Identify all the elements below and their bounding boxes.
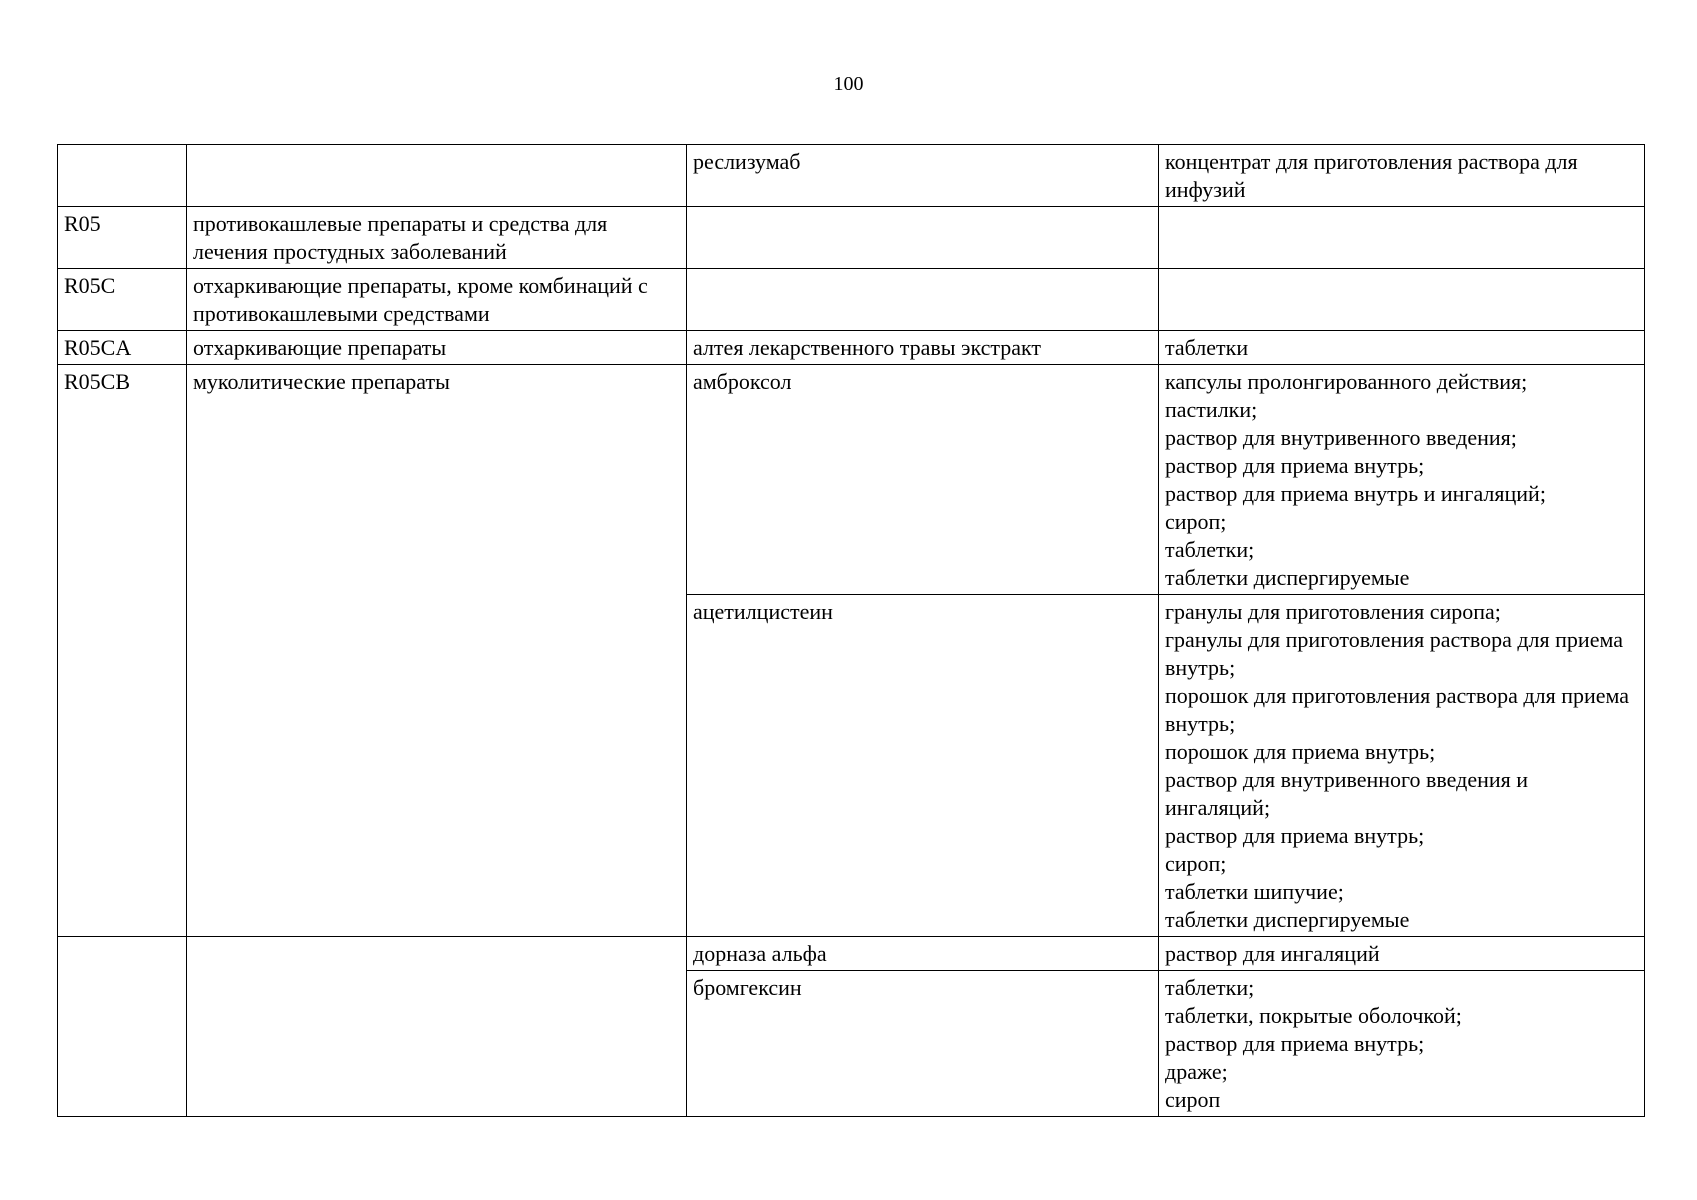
dosage-form-line: пастилки; — [1165, 397, 1258, 422]
dosage-form-line: раствор для ингаляций — [1165, 941, 1380, 966]
table-row — [58, 207, 1645, 269]
table-row — [58, 269, 1645, 331]
drug-name-cell: ацетилцистеин — [687, 595, 1159, 937]
table-row — [58, 331, 1645, 365]
atc-code-cell: R05 — [58, 207, 187, 269]
drug-name-cell: дорназа альфа — [687, 937, 1159, 971]
group-name-cell: муколитические препараты — [187, 365, 687, 937]
drug-name-cell: амброксол — [687, 365, 1159, 595]
table-row — [58, 365, 1645, 595]
dosage-form-line: раствор для приема внутрь и ингаляций; — [1165, 481, 1546, 506]
drug-name-cell — [687, 269, 1159, 331]
atc-code-cell: R05CB — [58, 365, 187, 937]
dosage-form-line: раствор для приема внутрь; — [1165, 1031, 1425, 1056]
page-number: 100 — [833, 73, 864, 95]
dosage-form-line: таблетки; — [1165, 537, 1255, 562]
drug-name-cell: реслизумаб — [687, 145, 1159, 207]
dosage-forms-cell — [1159, 971, 1645, 1117]
drug-name-cell: алтея лекарственного травы экстракт — [687, 331, 1159, 365]
group-name-cell: отхаркивающие препараты, кроме комбинаций с противокашлевыми средствами — [187, 269, 687, 331]
dosage-form-line: таблетки диспергируемые — [1165, 565, 1410, 590]
dosage-form-line: концентрат для приготовления раствора для инфузий — [1165, 149, 1578, 202]
group-name-cell — [187, 937, 687, 1117]
dosage-form-line: порошок для приготовления раствора для приема внутрь; — [1165, 683, 1630, 736]
table-row — [58, 145, 1645, 207]
dosage-form-line: капсулы пролонгированного действия; — [1165, 369, 1528, 394]
table-row — [58, 937, 1645, 971]
dosage-form-line: сироп — [1165, 1087, 1221, 1112]
dosage-form-line: таблетки, покрытые оболочкой; — [1165, 1003, 1462, 1028]
dosage-form-line: драже; — [1165, 1059, 1228, 1084]
dosage-forms-cell — [1159, 269, 1645, 331]
dosage-form-line: таблетки диспергируемые — [1165, 907, 1410, 932]
dosage-forms-cell — [1159, 937, 1645, 971]
group-name-cell: отхаркивающие препараты — [187, 331, 687, 365]
atc-code-cell — [58, 145, 187, 207]
drug-name-cell: бромгексин — [687, 971, 1159, 1117]
dosage-form-line: раствор для приема внутрь; — [1165, 453, 1425, 478]
dosage-forms-cell — [1159, 145, 1645, 207]
dosage-form-line: сироп; — [1165, 851, 1227, 876]
dosage-form-line: таблетки — [1165, 335, 1249, 360]
dosage-forms-cell — [1159, 595, 1645, 937]
atc-code-cell — [58, 937, 187, 1117]
dosage-forms-cell — [1159, 331, 1645, 365]
group-name-cell — [187, 145, 687, 207]
dosage-form-line: таблетки; — [1165, 975, 1255, 1000]
dosage-form-line: таблетки шипучие; — [1165, 879, 1344, 904]
dosage-form-line: раствор для внутривенного введения; — [1165, 425, 1517, 450]
dosage-form-line: гранулы для приготовления сиропа; — [1165, 599, 1501, 624]
dosage-form-line: гранулы для приготовления раствора для приема внутрь; — [1165, 627, 1623, 680]
dosage-forms-cell — [1159, 365, 1645, 595]
group-name-cell: противокашлевые препараты и средства для лечения простудных заболеваний — [187, 207, 687, 269]
dosage-form-line: сироп; — [1165, 509, 1227, 534]
drug-table — [57, 144, 1645, 1117]
dosage-form-line: раствор для приема внутрь; — [1165, 823, 1425, 848]
dosage-form-line: раствор для внутривенного введения и ингаляций; — [1165, 767, 1529, 820]
dosage-forms-cell — [1159, 207, 1645, 269]
atc-code-cell: R05C — [58, 269, 187, 331]
drug-name-cell — [687, 207, 1159, 269]
atc-code-cell: R05CA — [58, 331, 187, 365]
dosage-form-line: порошок для приема внутрь; — [1165, 739, 1436, 764]
